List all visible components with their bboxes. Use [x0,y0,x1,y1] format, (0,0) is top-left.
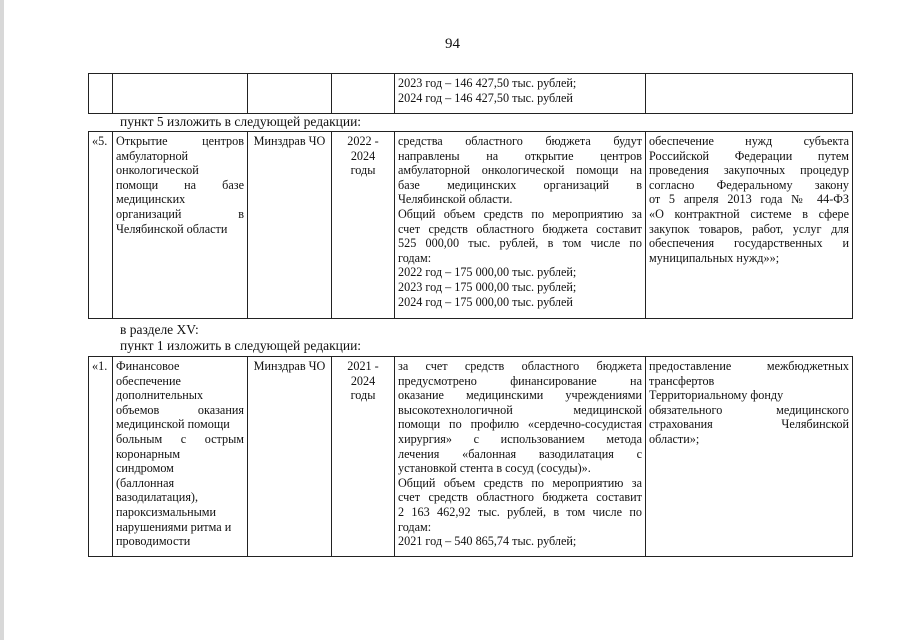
content-line: 2024 год – 175 000,00 тыс. рублей [398,294,573,309]
result-line: Территориальному фонду [649,388,784,403]
period-line: 2024 [350,148,376,163]
period-line: годы [350,388,376,403]
table-point-5 [88,131,853,319]
cell-period [332,132,395,319]
name-line: онкологической [116,163,199,178]
cell-result [646,132,853,319]
name-line: амбулаторной [116,148,189,163]
name-line: организаций в [116,206,244,221]
content-line: средства областного бюджета будут [398,134,642,148]
result-line: трансфертов [649,373,715,388]
period-line: 2022 - [347,134,379,148]
content-line: установкой стента в сосуд (сосуды)». [398,461,591,476]
table-row [89,357,853,557]
content-line: амбулаторной онкологической помощи на [398,163,642,178]
content-line: хирургия» с использованием метода [398,431,642,446]
content-line: годам: [398,250,432,265]
heading-point-1: пункт 1 изложить в следующей редакции: [120,338,362,353]
table-continuation [88,73,853,114]
name-line: Открытие центров [116,134,244,148]
page-number: 94 [445,36,460,52]
content-line: 2023 год – 146 427,50 тыс. рублей; [398,76,577,90]
cell-result [646,357,853,557]
result-line: обеспечение нужд субъекта [649,134,849,148]
cell-period [332,74,395,114]
result-line: «О контрактной системе в сфере [649,206,849,221]
content-line: 525 000,00 тыс. рублей, в том числе по [398,236,642,251]
content-line: высокотехнологичной медицинской [398,402,642,417]
name-line: вазодилатация), [116,490,199,505]
content-line: счет средств областного бюджета составит [398,490,642,505]
name-line: (баллонная [116,475,175,490]
name-line: Челябинской области [116,221,228,236]
content-line: 2023 год – 175 000,00 тыс. рублей; [398,279,577,294]
content-line: за счет средств областного бюджета [398,359,642,373]
name-line: пароксизмальными [116,504,217,519]
result-line: закупок товаров, работ, услуг для [649,221,849,236]
heading-section-xv: в разделе XV: [120,322,199,337]
result-line: предоставление межбюджетных [649,359,849,373]
content-line: оказание медицинскими учреждениями [398,388,642,403]
name-line: коронарным [116,446,181,461]
result-line: проведения закупочных процедур [649,163,849,178]
cell-num: «1. [89,357,113,557]
result-line: обеспечения государственных и [649,236,849,251]
name-line: проводимости [116,534,191,549]
name-line: Финансовое [116,359,180,373]
content-line: Челябинской области. [398,192,513,207]
result-line: страхования Челябинской [649,417,849,432]
content-line: предусмотрено финансирование на [398,373,642,388]
cell-num [89,74,113,114]
name-line: больным с острым [116,431,244,446]
cell-content [395,357,646,557]
name-line: синдромом [116,461,174,476]
result-line: Российской Федерации путем [649,148,849,163]
content-line: Общий объем средств по мероприятию за [398,475,642,490]
cell-executor: Минздрав ЧО [248,357,332,557]
result-line: муниципальных нужд»»; [649,250,780,265]
cell-executor: Минздрав ЧО [248,132,332,319]
cell-content [395,74,646,114]
content-line: 2021 год – 540 865,74 тыс. рублей; [398,534,577,549]
name-line: объемов оказания [116,402,244,417]
content-line: помощи по профилю «сердечно-сосудистая [398,417,642,432]
cell-content [395,132,646,319]
table-row [89,132,853,319]
result-line: согласно Федеральному закону [649,177,849,192]
result-line: от 5 апреля 2013 года № 44-ФЗ [649,192,849,207]
name-line: медицинской помощи [116,417,230,432]
content-line: счет средств областного бюджета составит [398,221,642,236]
period-line: годы [350,163,376,178]
name-line: дополнительных [116,388,204,403]
name-line: медицинских [116,192,186,207]
content-line: базе медицинских организаций в [398,177,642,192]
name-line: помощи на базе [116,177,244,192]
content-line: годам: [398,519,432,534]
cell-name [113,74,248,114]
heading-point-5: пункт 5 изложить в следующей редакции: [120,114,362,129]
period-line: 2021 - [347,359,379,373]
name-line: нарушениями ритма и [116,519,232,534]
cell-period [332,357,395,557]
content-line: Общий объем средств по мероприятию за [398,206,642,221]
name-line: обеспечение [116,373,181,388]
result-line: области»; [649,431,700,446]
cell-name [113,357,248,557]
result-line: обязательного медицинского [649,402,849,417]
period-line: 2024 [350,373,376,388]
content-line: 2 163 462,92 тыс. рублей, в том числе по [398,504,642,519]
content-line: 2024 год – 146 427,50 тыс. рублей [398,90,573,105]
table-point-1 [88,356,853,557]
cell-result [646,74,853,114]
cell-num: «5. [89,132,113,319]
content-line: 2022 год – 175 000,00 тыс. рублей; [398,265,577,280]
table-row [89,74,853,114]
page-edge [0,0,4,640]
content-line: направлены на открытие центров [398,148,642,163]
cell-name [113,132,248,319]
cell-executor [248,74,332,114]
content-line: лечения «балонная вазодилатация с [398,446,642,461]
